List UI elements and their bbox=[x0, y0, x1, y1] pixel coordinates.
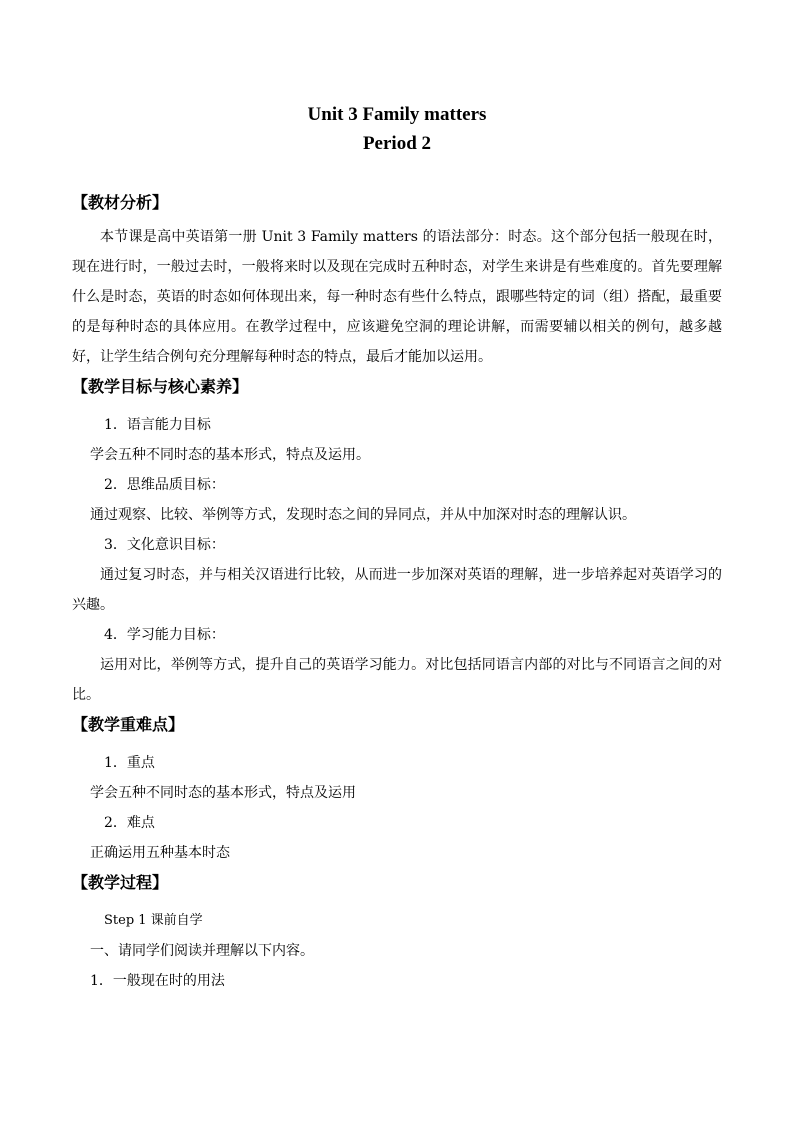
keypoint-1-text: 学会五种不同时态的基本形式，特点及运用 bbox=[90, 785, 356, 801]
objective-3-text: 通过复习时态，并与相关汉语进行比较，从而进一步加深对英语的理解，进一步培养起对英语学习的兴趣。 bbox=[72, 567, 722, 613]
spacer bbox=[72, 158, 722, 188]
spacer bbox=[72, 402, 722, 410]
objective-4-label: 4．学习能力目标： bbox=[104, 627, 225, 643]
objective-1-text: 学会五种不同时态的基本形式，特点及运用。 bbox=[90, 447, 370, 463]
process-step-1: Step 1 课前自学 bbox=[104, 913, 203, 928]
heading-objectives: 【教学目标与核心素养】 bbox=[72, 377, 249, 396]
spacer bbox=[72, 740, 722, 748]
objective-1-label: 1．语言能力目标 bbox=[104, 417, 211, 433]
keypoint-2-text: 正确运用五种基本时态 bbox=[90, 845, 230, 861]
process-instruction: 一、请同学们阅读并理解以下内容。 bbox=[90, 943, 314, 959]
analysis-paragraph: 本节课是高中英语第一册 Unit 3 Family matters 的语法部分：时态。这个部分包括一般现在时，现在进行时，一般过去时，一般将来时以及现在完成时五种时态，对学生来讲是有些难度的。首先要理解什么是时态，英语的时态如何体现出来，每一种时态有些什么特点，跟哪些特定的词（组）搭配，最重要的是每种时态的具体应用。在教学过程中，应该避免空洞的理论讲解，而需要辅以相关的例句，越多越好，让学生结合例句充分理解每种时态的特点，最后才能加以运用。 bbox=[72, 229, 722, 365]
heading-process: 【教学过程】 bbox=[72, 873, 169, 892]
objective-4-text: 运用对比，举例等方式，提升自己的英语学习能力。对比包括同语言内部的对比与不同语言之间的对比。 bbox=[72, 657, 722, 703]
keypoint-2-label: 2．难点 bbox=[104, 815, 155, 831]
keypoint-1-label: 1．重点 bbox=[104, 755, 155, 771]
document-subtitle: Period 2 bbox=[362, 133, 432, 154]
objective-2-text: 通过观察、比较、举例等方式，发现时态之间的异同点，并从中加深对时态的理解认识。 bbox=[90, 507, 636, 523]
objective-2-label: 2．思维品质目标： bbox=[104, 477, 225, 493]
heading-analysis: 【教材分析】 bbox=[72, 193, 169, 212]
heading-keypoints: 【教学重难点】 bbox=[72, 715, 185, 734]
document-title: Unit 3 Family matters bbox=[307, 104, 487, 125]
process-item-1: 1．一般现在时的用法 bbox=[90, 973, 225, 989]
spacer bbox=[72, 898, 722, 906]
objective-3-label: 3．文化意识目标： bbox=[104, 537, 225, 553]
